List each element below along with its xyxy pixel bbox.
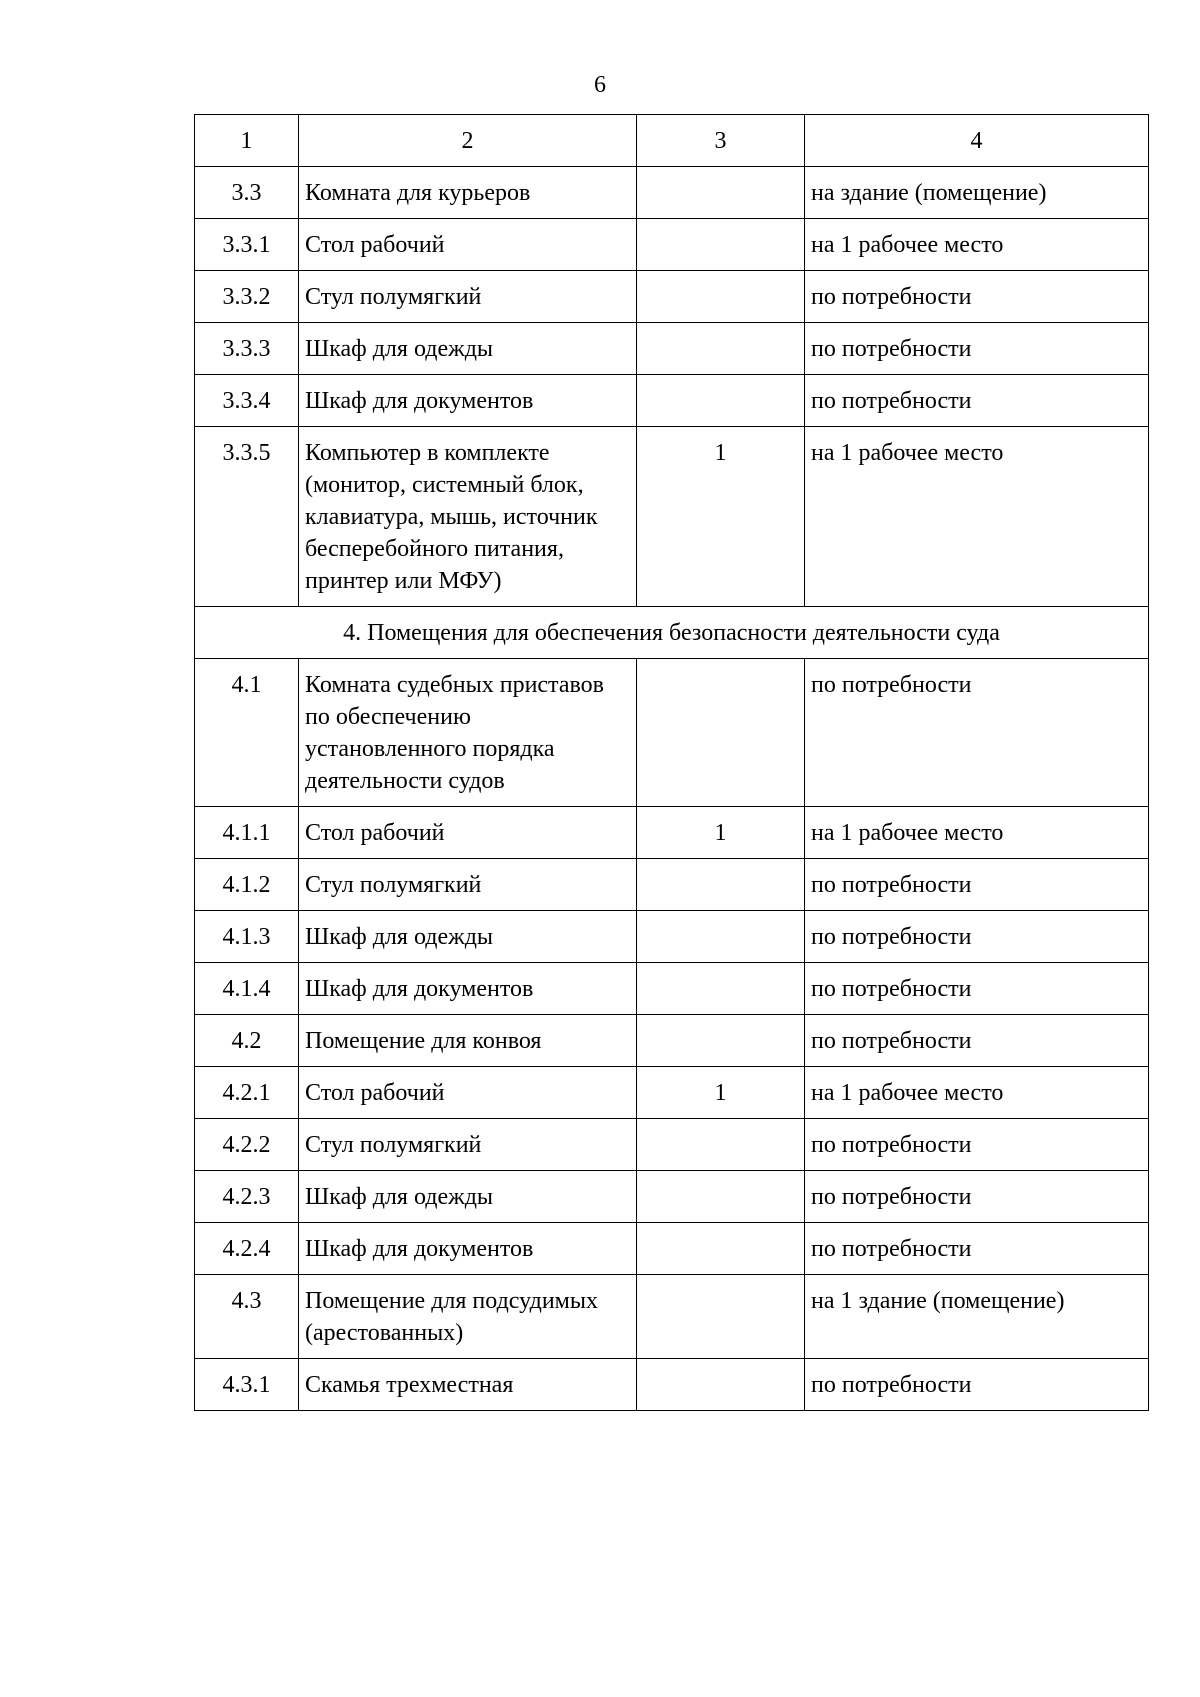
equipment-table: [194, 114, 1149, 1411]
table-row: [195, 167, 1149, 219]
section-heading-row: [195, 607, 1149, 659]
item-norm-cell: на 1 рабочее место: [805, 1067, 1149, 1119]
item-quantity-cell: [637, 375, 805, 427]
item-norm-cell: по потребности: [805, 1015, 1149, 1067]
table-row: [195, 1223, 1149, 1275]
item-norm-cell: по потребности: [805, 1359, 1149, 1411]
item-number-cell: 4.2: [195, 1015, 299, 1067]
header-cell-1: 1: [195, 115, 299, 167]
item-name-cell: Стол рабочий: [299, 807, 637, 859]
table-row: [195, 1171, 1149, 1223]
item-norm-cell: на 1 рабочее место: [805, 219, 1149, 271]
table-row: [195, 659, 1149, 807]
item-name-cell: Стул полумягкий: [299, 271, 637, 323]
item-norm-cell: на 1 рабочее место: [805, 807, 1149, 859]
item-name-cell: Комната судебных приставов по обеспечению установленного порядка деятельности судов: [299, 659, 637, 807]
item-name-cell: Шкаф для документов: [299, 963, 637, 1015]
item-quantity-cell: [637, 219, 805, 271]
item-quantity-cell: [637, 1015, 805, 1067]
item-number-cell: 3.3.2: [195, 271, 299, 323]
item-norm-cell: по потребности: [805, 963, 1149, 1015]
item-norm-cell: по потребности: [805, 271, 1149, 323]
item-norm-cell: по потребности: [805, 1171, 1149, 1223]
table-header-row: [195, 115, 1149, 167]
item-norm-cell: на 1 здание (помещение): [805, 1275, 1149, 1359]
table-row: [195, 323, 1149, 375]
item-number-cell: 4.2.1: [195, 1067, 299, 1119]
table-row: [195, 271, 1149, 323]
header-cell-2: 2: [299, 115, 637, 167]
table-row: [195, 1015, 1149, 1067]
item-name-cell: Шкаф для одежды: [299, 323, 637, 375]
item-name-cell: Стол рабочий: [299, 219, 637, 271]
item-name-cell: Стул полумягкий: [299, 859, 637, 911]
table-row: [195, 375, 1149, 427]
item-number-cell: 4.2.3: [195, 1171, 299, 1223]
item-quantity-cell: [637, 659, 805, 807]
item-number-cell: 4.3.1: [195, 1359, 299, 1411]
item-norm-cell: по потребности: [805, 659, 1149, 807]
header-cell-3: 3: [637, 115, 805, 167]
item-name-cell: Компьютер в комплекте (монитор, системный блок, клавиатура, мышь, источник бесперебойного питания, принтер или МФУ): [299, 427, 637, 607]
table-row: [195, 1119, 1149, 1171]
table-row: [195, 859, 1149, 911]
item-name-cell: Стул полумягкий: [299, 1119, 637, 1171]
item-quantity-cell: 1: [637, 807, 805, 859]
item-norm-cell: по потребности: [805, 375, 1149, 427]
section-heading: 4. Помещения для обеспечения безопасности деятельности суда: [195, 607, 1149, 659]
item-norm-cell: по потребности: [805, 859, 1149, 911]
item-quantity-cell: [637, 1119, 805, 1171]
item-norm-cell: на 1 рабочее место: [805, 427, 1149, 607]
item-number-cell: 3.3: [195, 167, 299, 219]
item-quantity-cell: [637, 859, 805, 911]
table-row: [195, 911, 1149, 963]
item-number-cell: 4.1: [195, 659, 299, 807]
table-body: [195, 115, 1149, 1411]
item-number-cell: 4.2.4: [195, 1223, 299, 1275]
item-name-cell: Стол рабочий: [299, 1067, 637, 1119]
table-row: [195, 1275, 1149, 1359]
page-number: 6: [594, 72, 606, 98]
item-name-cell: Комната для курьеров: [299, 167, 637, 219]
item-quantity-cell: [637, 1171, 805, 1223]
item-name-cell: Скамья трехместная: [299, 1359, 637, 1411]
item-quantity-cell: [637, 1359, 805, 1411]
item-name-cell: Шкаф для одежды: [299, 911, 637, 963]
item-name-cell: Помещение для подсудимых (арестованных): [299, 1275, 637, 1359]
item-norm-cell: по потребности: [805, 323, 1149, 375]
item-number-cell: 4.1.1: [195, 807, 299, 859]
item-quantity-cell: [637, 1275, 805, 1359]
item-number-cell: 4.1.2: [195, 859, 299, 911]
item-number-cell: 4.2.2: [195, 1119, 299, 1171]
item-name-cell: Шкаф для документов: [299, 1223, 637, 1275]
item-quantity-cell: 1: [637, 427, 805, 607]
item-name-cell: Шкаф для одежды: [299, 1171, 637, 1223]
table-row: [195, 1359, 1149, 1411]
item-norm-cell: по потребности: [805, 1223, 1149, 1275]
item-name-cell: Шкаф для документов: [299, 375, 637, 427]
table-row: [195, 219, 1149, 271]
table-row: [195, 427, 1149, 607]
table-row: [195, 807, 1149, 859]
item-number-cell: 3.3.1: [195, 219, 299, 271]
item-quantity-cell: [637, 911, 805, 963]
header-cell-4: 4: [805, 115, 1149, 167]
item-number-cell: 3.3.5: [195, 427, 299, 607]
item-norm-cell: на здание (помещение): [805, 167, 1149, 219]
item-quantity-cell: [637, 271, 805, 323]
item-name-cell: Помещение для конвоя: [299, 1015, 637, 1067]
item-quantity-cell: [637, 167, 805, 219]
table-row: [195, 1067, 1149, 1119]
item-quantity-cell: 1: [637, 1067, 805, 1119]
item-number-cell: 4.1.4: [195, 963, 299, 1015]
item-quantity-cell: [637, 1223, 805, 1275]
item-norm-cell: по потребности: [805, 1119, 1149, 1171]
item-quantity-cell: [637, 323, 805, 375]
item-number-cell: 3.3.3: [195, 323, 299, 375]
item-number-cell: 4.3: [195, 1275, 299, 1359]
item-quantity-cell: [637, 963, 805, 1015]
item-number-cell: 4.1.3: [195, 911, 299, 963]
table-row: [195, 963, 1149, 1015]
item-number-cell: 3.3.4: [195, 375, 299, 427]
item-norm-cell: по потребности: [805, 911, 1149, 963]
